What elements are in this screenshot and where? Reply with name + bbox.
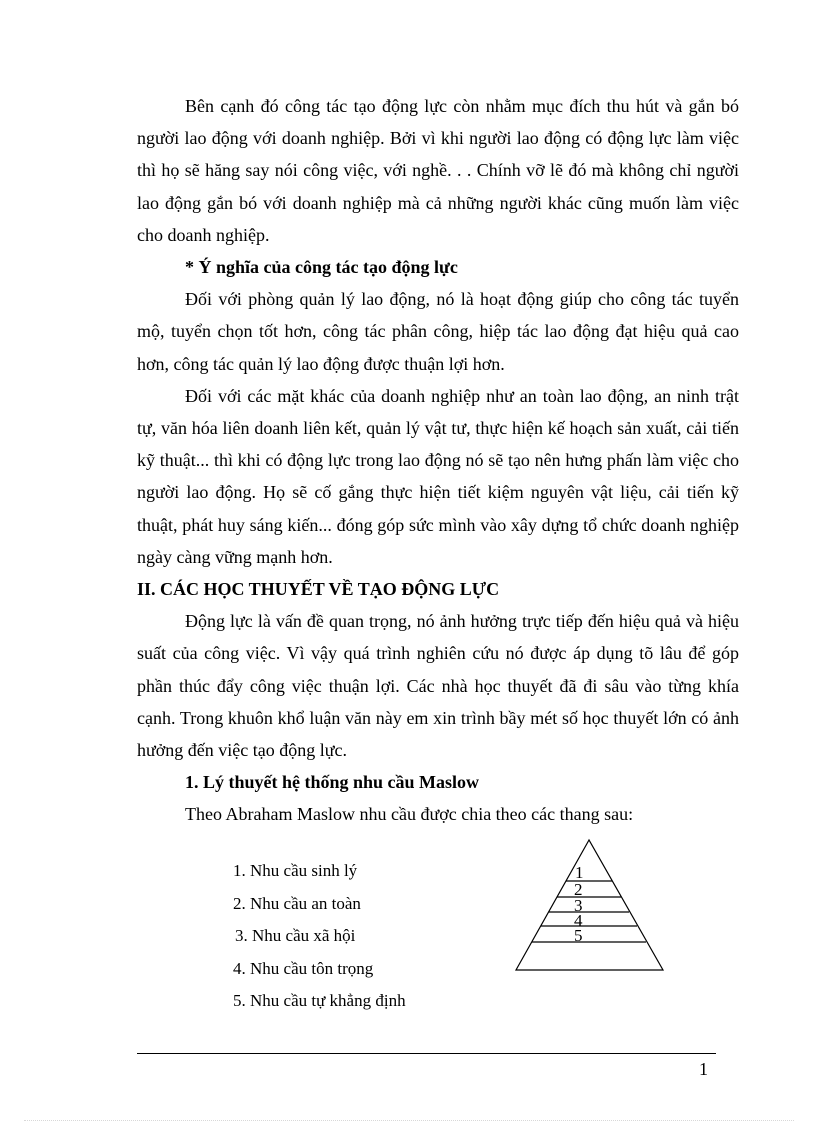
list-item: 4. Nhu cầu tôn trọng	[233, 958, 374, 978]
footer-divider	[137, 1053, 716, 1054]
pyramid-level-label: 2	[574, 880, 583, 899]
heading-significance: * Ý nghĩa của công tác tạo động lực	[185, 257, 458, 278]
list-item: 3. Nhu cầu xã hội	[235, 926, 356, 945]
maslow-pyramid-diagram	[512, 838, 667, 974]
pyramid-outline	[516, 840, 663, 970]
list-item: 2. Nhu cầu an toàn	[233, 893, 361, 913]
pyramid-level-label: 5	[574, 926, 583, 945]
needs-list	[233, 855, 406, 1018]
paragraph-labor-management: Đối với phòng quản lý lao động, nó là hoạt động giúp cho công tác tuyển mộ, tuyển chọn tốt hơn, công tác phân công, hiệp tác lao động đạt hiệu quả cao hơn, công tác quản lý lao động được thuận lợi hơn.	[137, 289, 739, 374]
paragraph-maslow-intro: Theo Abraham Maslow nhu cầu được chia theo các thang sau:	[185, 804, 634, 825]
pyramid-level-label: 4	[574, 911, 583, 930]
pyramid-level-label: 3	[574, 896, 583, 915]
body-text	[137, 90, 739, 831]
list-item: 5. Nhu cầu tự khẳng định	[233, 991, 406, 1010]
pyramid-level-label: 1	[575, 863, 584, 882]
page-number: 1	[699, 1059, 708, 1079]
paragraph-motivation-purpose: Bên cạnh đó công tác tạo động lực còn nhằm mục đích thu hút và gắn bó người lao động với doanh nghiệp. Bởi vì khi người lao động có động lực làm việc thì họ sẽ hăng say nói công việc, với nghề. . . Chính vỡ lẽ đó mà không chỉ người lao động gắn bó với doanh nghiệp mà cả những người khác cũng muốn làm việc cho doanh nghiệp.	[137, 96, 739, 245]
paragraph-other-aspects: Đối với các mặt khác của doanh nghiệp như an toàn lao động, an ninh trật tự, văn hóa liên doanh liên kết, quản lý vật tư, thực hiện kế hoạch sản xuất, cải tiến kỹ thuật... thì khi có động lực trong lao động nó sẽ tạo nên hưng phấn làm việc cho người lao động. Họ sẽ cố gắng thực hiện tiết kiệm nguyên vật liệu, cải tiến kỹ thuật, phát huy sáng kiến... đóng góp sức mình vào xây dựng tổ chức doanh nghiệp ngày càng vững mạnh hơn.	[137, 385, 739, 567]
section-heading-theories: II. CÁC HỌC THUYẾT VỀ TẠO ĐỘNG LỰC	[137, 579, 500, 600]
page-edge-dotted-line	[24, 1120, 794, 1121]
subheading-maslow: 1. Lý thuyết hệ thống nhu cầu Maslow	[185, 772, 480, 793]
list-item: 1. Nhu cầu sinh lý	[233, 861, 358, 880]
paragraph-motivation-importance: Động lực là vấn đề quan trọng, nó ảnh hưởng trực tiếp đến hiệu quả và hiệu suất của công việc. Vì vậy quá trình nghiên cứu nó được áp dụng tõ lâu để góp phần thúc đẩy công việc thuận lợi. Các nhà học thuyết đã đi sâu vào từng khía cạnh. Trong khuôn khổ luận văn này em xin trình bầy mét số học thuyết lớn có ảnh hưởng đến việc tạo động lực.	[137, 611, 739, 761]
